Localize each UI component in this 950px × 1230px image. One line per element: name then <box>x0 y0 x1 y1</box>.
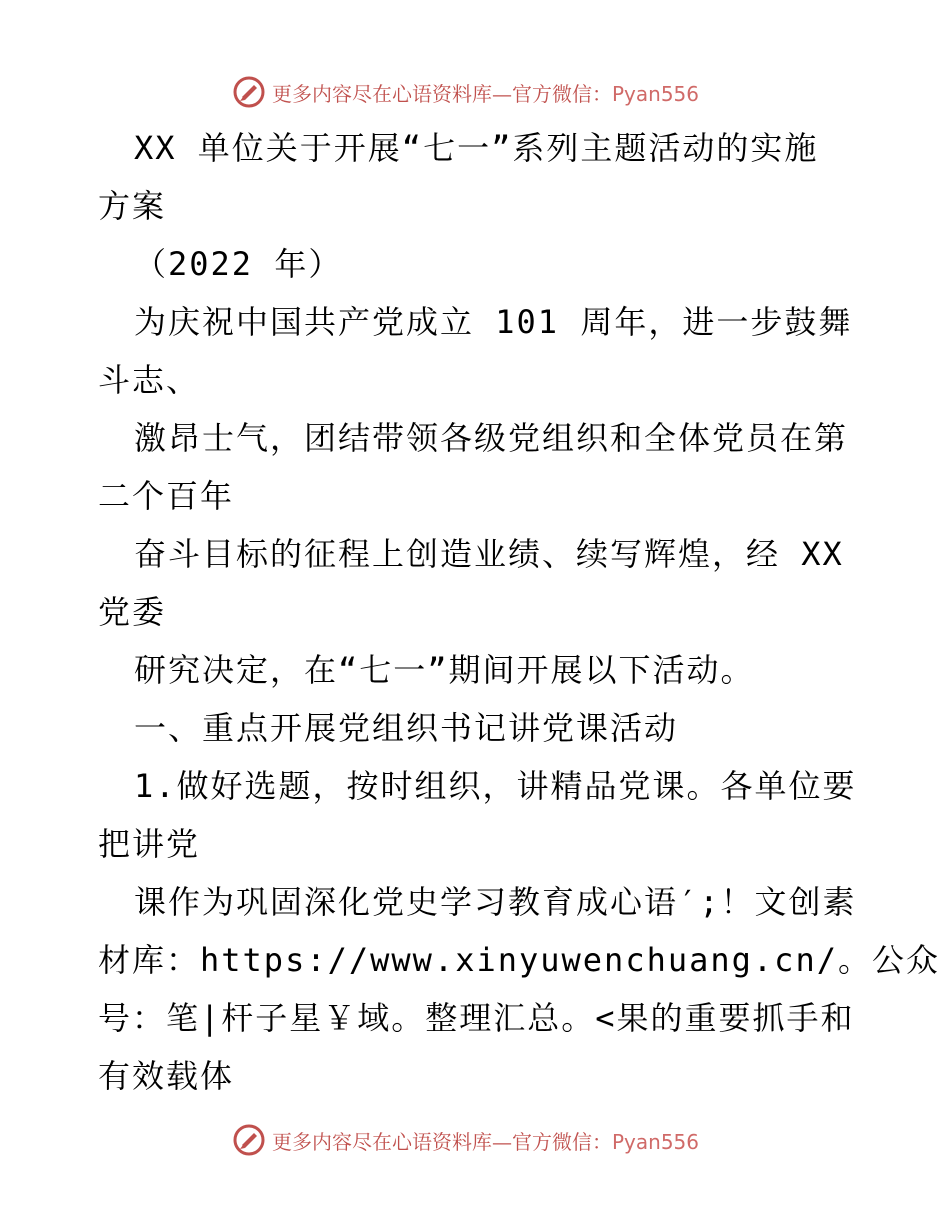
seal-logo-icon <box>232 1123 266 1157</box>
wechat-id: Pyan556 <box>612 1129 700 1154</box>
paragraph-line: 号：笔|杆子星￥域。整理汇总。<果的重要抓手和 <box>98 999 855 1037</box>
document-title-line-1: XX 单位关于开展“七一”系列主题活动的实施 <box>134 129 819 167</box>
section-heading: 一、重点开展党组织书记讲党课活动 <box>134 709 679 747</box>
paragraph-line: 材库：https://www.xinyuwenchuang.cn/。公众 <box>98 941 940 979</box>
paragraph-line: 为庆祝中国共产党成立 101 周年，进一步鼓舞 <box>134 303 853 341</box>
document-title-line-2: 方案 <box>98 187 167 225</box>
watermark-text: 更多内容尽在心语资料库—官方微信：Pyan556 <box>272 1129 700 1154</box>
footer-watermark <box>232 1120 699 1160</box>
paragraph-line: 激昂士气，团结带领各级党组织和全体党员在第 <box>134 419 849 457</box>
paragraph-line: 斗志、 <box>98 361 201 399</box>
paragraph-line: 研究决定，在“七一”期间开展以下活动。 <box>134 651 755 689</box>
paragraph-line: 1.做好选题，按时组织，讲精品党课。各单位要 <box>134 767 857 805</box>
wechat-id: Pyan556 <box>612 81 700 106</box>
paragraph-line: 奋斗目标的征程上创造业绩、续写辉煌，经 XX <box>134 535 844 573</box>
paragraph-line: 把讲党 <box>98 825 201 863</box>
paragraph-line: 课作为巩固深化党史学习教育成心语′;！文创素 <box>134 883 857 921</box>
paragraph-line: 有效载体 <box>98 1057 235 1095</box>
watermark-text: 更多内容尽在心语资料库—官方微信：Pyan556 <box>272 81 700 106</box>
paragraph-line: 党委 <box>98 593 167 631</box>
paragraph-line: 二个百年 <box>98 477 235 515</box>
document-year: （2022 年） <box>134 245 343 283</box>
